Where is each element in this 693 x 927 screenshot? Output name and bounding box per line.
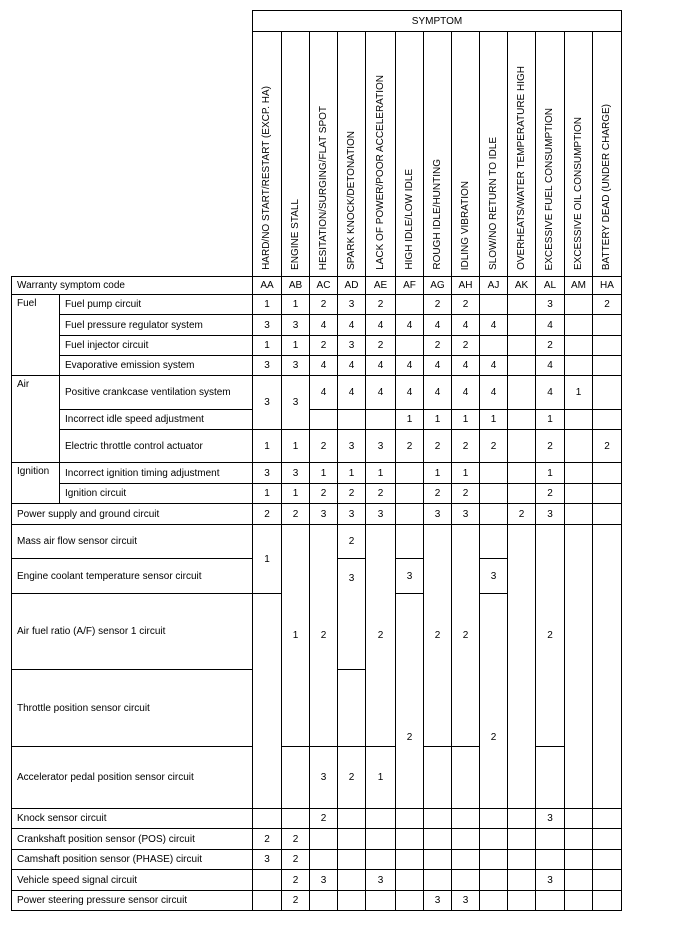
cell-al-sensors: 2 [536,525,565,747]
cell-ign_timing-ah: 1 [452,463,480,484]
cell-vss-ae: 3 [366,870,396,891]
cell-ad-tps [338,670,366,747]
cell-throttle_actuator-ah: 2 [452,430,480,463]
col-label-ae: LACK OF POWER/POOR ACCELERATION [366,32,396,277]
cell-power_supply-ha [593,504,622,525]
col-label-aa: HARD/NO START/RESTART (EXCP. HA) [253,32,282,277]
cell-fuel_injector-ag: 2 [424,336,452,356]
cell-ps_pressure-ac [310,891,338,911]
cell-power_supply-ak: 2 [508,504,536,525]
cell-ign_timing-aa: 3 [253,463,282,484]
cell-power_supply-am [565,504,593,525]
cell-crank_pos-ac [310,829,338,850]
cell-knock-ak [508,809,536,829]
cell-fuel_pressure-ad: 4 [338,315,366,336]
cell-crank_pos-ah [452,829,480,850]
cell-power_supply-al: 3 [536,504,565,525]
cell-throttle_actuator-am [565,430,593,463]
cell-vss-aj [480,870,508,891]
cell-fuel_pressure-ak [508,315,536,336]
cell-knock-al: 3 [536,809,565,829]
table-row [12,336,622,356]
row-label: Vehicle speed signal circuit [12,870,253,891]
code-ad: AD [338,277,366,295]
cell-knock-am [565,809,593,829]
cell-cam_pos-ae [366,850,396,870]
cell-fuel_pressure-ae: 4 [366,315,396,336]
cell-fuel_pressure-aa: 3 [253,315,282,336]
row-label: Fuel pump circuit [60,295,253,315]
cell-ign_timing-ac: 1 [310,463,338,484]
cell-ign_circuit-aj [480,484,508,504]
cell-af-tps-app: 2 [396,594,424,809]
cell-throttle_actuator-ae: 3 [366,430,396,463]
cell-ign_timing-al: 1 [536,463,565,484]
cell-ign_circuit-ak [508,484,536,504]
cell-ps_pressure-af [396,891,424,911]
cell-vss-ab: 2 [282,870,310,891]
row-label: Crankshaft position sensor (POS) circuit [12,829,253,850]
cell-fuel_pressure-af: 4 [396,315,424,336]
cell-knock-ag [424,809,452,829]
cell-crank_pos-ha [593,829,622,850]
cell-fuel_injector-aa: 1 [253,336,282,356]
corner-blank [12,11,253,277]
cell-ign_timing-af [396,463,424,484]
row-label: Electric throttle control actuator [60,430,253,463]
cell [565,410,593,430]
cell [310,410,338,430]
col-label-ag: ROUGH IDLE/HUNTING [424,32,452,277]
cell-ign_timing-am [565,463,593,484]
row-label-ect: Engine coolant temperature sensor circuit [12,559,253,594]
table-row [12,891,622,911]
col-label-af: HIGH IDLE/LOW IDLE [396,32,424,277]
cell-ah-app [452,747,480,809]
cell-crank_pos-af [396,829,424,850]
row-label: Evaporative emission system [60,356,253,376]
cell-cam_pos-ac [310,850,338,870]
cell-ign_circuit-ae: 2 [366,484,396,504]
table-row [12,410,622,430]
cell-knock-ad [338,809,366,829]
code-ag: AG [424,277,452,295]
cell-ps_pressure-ad [338,891,366,911]
cell-power_supply-ah: 3 [452,504,480,525]
cell-aj-maf [480,525,508,559]
cell-cam_pos-ab: 2 [282,850,310,870]
cell-throttle_actuator-ab: 1 [282,430,310,463]
code-ab: AB [282,277,310,295]
cell-crank_pos-aa: 2 [253,829,282,850]
row-label: Fuel injector circuit [60,336,253,356]
col-label-ac: HESITATION/SURGING/FLAT SPOT [310,32,338,277]
cell-ps_pressure-ha [593,891,622,911]
cell-vss-ah [452,870,480,891]
cell: 4 [310,376,338,410]
cell-ps_pressure-aj [480,891,508,911]
cell-evap-ha [593,356,622,376]
cell-power_supply-aa: 2 [253,504,282,525]
cell: 4 [452,376,480,410]
col-label-ah: IDLING VIBRATION [452,32,480,277]
cell-cam_pos-af [396,850,424,870]
cell-crank_pos-al [536,829,565,850]
row-label: Fuel pressure regulator system [60,315,253,336]
cell-ah-sensors: 2 [452,525,480,747]
cell-fuel_pressure-ab: 3 [282,315,310,336]
cell-knock-ae [366,809,396,829]
cell-fuel_pressure-ac: 4 [310,315,338,336]
col-label-al: EXCESSIVE FUEL CONSUMPTION [536,32,565,277]
cell [338,410,366,430]
cell-crank_pos-am [565,829,593,850]
col-label-aj: SLOW/NO RETURN TO IDLE [480,32,508,277]
cell-ign_circuit-am [565,484,593,504]
cell-ps_pressure-ak [508,891,536,911]
cell-ag-app [424,747,452,809]
warranty-code-label: Warranty symptom code [12,277,253,295]
cell-fuel_pressure-ha [593,315,622,336]
cell-ac-app: 3 [310,747,338,809]
cell-vss-aa [253,870,282,891]
cell-cam_pos-ha [593,850,622,870]
table-row [12,870,622,891]
cell [508,376,536,410]
cell-power_supply-ae: 3 [366,504,396,525]
row-label-idle-speed: Incorrect idle speed adjustment [60,410,253,430]
code-af: AF [396,277,424,295]
cell-throttle_actuator-ac: 2 [310,430,338,463]
table-row [12,356,622,376]
row-label: Power steering pressure sensor circuit [12,891,253,911]
cell-fuel_pump-al: 3 [536,295,565,315]
cell-ad-af-tps: 3 [338,559,366,670]
cell: 4 [366,376,396,410]
cell-fuel_pressure-aj: 4 [480,315,508,336]
cell-knock-aa [253,809,282,829]
cell-ign_timing-aj [480,463,508,484]
row-label: Camshaft position sensor (PHASE) circuit [12,850,253,870]
cell-crank_pos-ae [366,829,396,850]
cell-knock-af [396,809,424,829]
cell-cam_pos-ag [424,850,452,870]
cell-knock-ah [452,809,480,829]
cell: 4 [338,376,366,410]
col-label-ha: BATTERY DEAD (UNDER CHARGE) [593,32,622,277]
cell-knock-aj [480,809,508,829]
cell-cam_pos-aa: 3 [253,850,282,870]
cell-knock-ha [593,809,622,829]
cell-ign_circuit-ab: 1 [282,484,310,504]
cell-power_supply-ad: 3 [338,504,366,525]
row-label-af-ratio: Air fuel ratio (A/F) sensor 1 circuit [12,594,253,670]
cell-ak-sensors [508,525,536,809]
cell-fuel_pressure-ah: 4 [452,315,480,336]
cell-evap-ak [508,356,536,376]
cell [593,410,622,430]
cell-fuel_pressure-ag: 4 [424,315,452,336]
cell-knock-ac: 2 [310,809,338,829]
table-row [12,504,622,525]
cell-fuel_injector-al: 2 [536,336,565,356]
cell: 4 [536,376,565,410]
cell-fuel_pump-ah: 2 [452,295,480,315]
cell-throttle_actuator-al: 2 [536,430,565,463]
cell-crank_pos-ak [508,829,536,850]
code-ha: HA [593,277,622,295]
cell-pcv-aa: 3 [253,376,282,430]
table-row [12,463,622,484]
code-aa: AA [253,277,282,295]
cell-ps_pressure-aa [253,891,282,911]
cell-fuel_injector-ae: 2 [366,336,396,356]
cell: 1 [424,410,452,430]
cell-fuel_injector-af [396,336,424,356]
cell: 1 [452,410,480,430]
cell-vss-ak [508,870,536,891]
cell-vss-af [396,870,424,891]
cell-fuel_pump-ab: 1 [282,295,310,315]
cell-ps_pressure-am [565,891,593,911]
table-row [12,829,622,850]
cell-fuel_injector-ac: 2 [310,336,338,356]
cell-ab-app [282,747,310,809]
cell-fuel_pump-af [396,295,424,315]
cell-evap-am [565,356,593,376]
cell-af-ect: 3 [396,559,424,594]
cell-ad-maf: 2 [338,525,366,559]
cell-cam_pos-al [536,850,565,870]
cell-power_supply-ab: 2 [282,504,310,525]
col-label-ab: ENGINE STALL [282,32,310,277]
cell-evap-ag: 4 [424,356,452,376]
cell-af-maf [396,525,424,559]
cell-ign_timing-ak [508,463,536,484]
cell: 1 [536,410,565,430]
cell-ign_circuit-af [396,484,424,504]
cell-ha-sensors [593,525,622,809]
cell-ign_circuit-ag: 2 [424,484,452,504]
cell-ag-sensors: 2 [424,525,452,747]
cell: 4 [396,376,424,410]
cell-fuel_pump-ak [508,295,536,315]
cell-evap-aj: 4 [480,356,508,376]
cell-vss-ha [593,870,622,891]
table-row [12,809,622,829]
cell-ign_timing-ae: 1 [366,463,396,484]
cell-fuel_pump-am [565,295,593,315]
cell-crank_pos-ab: 2 [282,829,310,850]
cell-fuel_injector-ak [508,336,536,356]
symptom-header: SYMPTOM [253,11,622,32]
cell-vss-am [565,870,593,891]
cell-aa-lower [253,594,282,809]
cell: 1 [480,410,508,430]
code-al: AL [536,277,565,295]
cell [593,376,622,410]
cell: 1 [396,410,424,430]
cell-power_supply-aj [480,504,508,525]
cell-evap-ac: 4 [310,356,338,376]
cell-ign_timing-ag: 1 [424,463,452,484]
cell-ae-sensors: 2 [366,525,396,747]
cell-fuel_injector-ha [593,336,622,356]
table-row [12,525,622,559]
cell-cam_pos-ah [452,850,480,870]
cell-fuel_injector-ab: 1 [282,336,310,356]
cell-evap-aa: 3 [253,356,282,376]
cell-aj-ect: 3 [480,559,508,594]
cell-power_supply-ac: 3 [310,504,338,525]
cell: 4 [480,376,508,410]
cell-ps_pressure-ah: 3 [452,891,480,911]
cell-ps_pressure-al [536,891,565,911]
cell-throttle_actuator-af: 2 [396,430,424,463]
cell-ign_circuit-aa: 1 [253,484,282,504]
row-label: Knock sensor circuit [12,809,253,829]
group-air: Air [12,376,60,463]
cell-ign_timing-ha [593,463,622,484]
cell-ign_circuit-ac: 2 [310,484,338,504]
cell-fuel_injector-aj [480,336,508,356]
cell-crank_pos-ad [338,829,366,850]
cell-ac-sensors: 2 [310,525,338,747]
code-ac: AC [310,277,338,295]
cell-ae-app: 1 [366,747,396,809]
cell-fuel_pump-ae: 2 [366,295,396,315]
cell-ps_pressure-ae [366,891,396,911]
cell-evap-al: 4 [536,356,565,376]
cell-throttle_actuator-ak [508,430,536,463]
cell-vss-ad [338,870,366,891]
cell-fuel_injector-am [565,336,593,356]
cell-power_supply-af [396,504,424,525]
table-row [12,376,622,410]
row-label: Power supply and ground circuit [12,504,253,525]
cell-evap-ae: 4 [366,356,396,376]
code-am: AM [565,277,593,295]
cell-fuel_pump-aj [480,295,508,315]
group-fuel: Fuel [12,295,60,376]
cell-fuel_pressure-al: 4 [536,315,565,336]
row-label-pcv: Positive crankcase ventilation system [60,376,253,410]
cell-crank_pos-ag [424,829,452,850]
code-ah: AH [452,277,480,295]
cell-fuel_pump-ag: 2 [424,295,452,315]
table-row [12,850,622,870]
cell-knock-ab [282,809,310,829]
code-aj: AJ [480,277,508,295]
cell [508,410,536,430]
cell-ign_circuit-ad: 2 [338,484,366,504]
table-row [12,295,622,315]
cell-throttle_actuator-aj: 2 [480,430,508,463]
cell-fuel_pressure-am [565,315,593,336]
cell-aj-tps-app: 2 [480,594,508,809]
cell-aa-maf-ect: 1 [253,525,282,594]
cell-throttle_actuator-ad: 3 [338,430,366,463]
cell-fuel_pump-ac: 2 [310,295,338,315]
cell-ign_timing-ad: 1 [338,463,366,484]
table-row [12,430,622,463]
cell-am-sensors [565,525,593,809]
cell: 1 [565,376,593,410]
code-ae: AE [366,277,396,295]
cell-cam_pos-ak [508,850,536,870]
cell-throttle_actuator-aa: 1 [253,430,282,463]
col-label-ad: SPARK KNOCK/DETONATION [338,32,366,277]
row-label-tps: Throttle position sensor circuit [12,670,253,747]
cell-power_supply-ag: 3 [424,504,452,525]
col-label-am: EXCESSIVE OIL CONSUMPTION [565,32,593,277]
cell-fuel_injector-ah: 2 [452,336,480,356]
row-label: Incorrect ignition timing adjustment [60,463,253,484]
cell-ign_circuit-ah: 2 [452,484,480,504]
cell-throttle_actuator-ha: 2 [593,430,622,463]
symptom-matrix-table [11,10,622,911]
cell-fuel_pump-ad: 3 [338,295,366,315]
cell-cam_pos-ad [338,850,366,870]
cell-evap-af: 4 [396,356,424,376]
cell-vss-ag [424,870,452,891]
row-label-app: Accelerator pedal position sensor circuit [12,747,253,809]
cell-cam_pos-aj [480,850,508,870]
row-label: Ignition circuit [60,484,253,504]
cell-ign_circuit-al: 2 [536,484,565,504]
row-label-maf: Mass air flow sensor circuit [12,525,253,559]
cell-fuel_pump-ha: 2 [593,295,622,315]
cell-ign_circuit-ha [593,484,622,504]
cell-crank_pos-aj [480,829,508,850]
cell-pcv-ab: 3 [282,376,310,430]
cell-evap-ab: 3 [282,356,310,376]
cell-vss-al: 3 [536,870,565,891]
cell-evap-ah: 4 [452,356,480,376]
cell-ps_pressure-ag: 3 [424,891,452,911]
cell-cam_pos-am [565,850,593,870]
group-ignition: Ignition [12,463,60,504]
cell: 4 [424,376,452,410]
table-row [12,315,622,336]
table-row [12,484,622,504]
diagnosis-table-container [11,10,622,911]
cell-ad-app: 2 [338,747,366,809]
cell-ps_pressure-ab: 2 [282,891,310,911]
cell-fuel_pump-aa: 1 [253,295,282,315]
cell [366,410,396,430]
cell-ab-sensors: 1 [282,525,310,747]
cell-evap-ad: 4 [338,356,366,376]
cell-vss-ac: 3 [310,870,338,891]
code-ak: AK [508,277,536,295]
cell-fuel_injector-ad: 3 [338,336,366,356]
col-label-ak: OVERHEATS/WATER TEMPERATURE HIGH [508,32,536,277]
cell-al-app [536,747,565,809]
cell-throttle_actuator-ag: 2 [424,430,452,463]
cell-ign_timing-ab: 3 [282,463,310,484]
